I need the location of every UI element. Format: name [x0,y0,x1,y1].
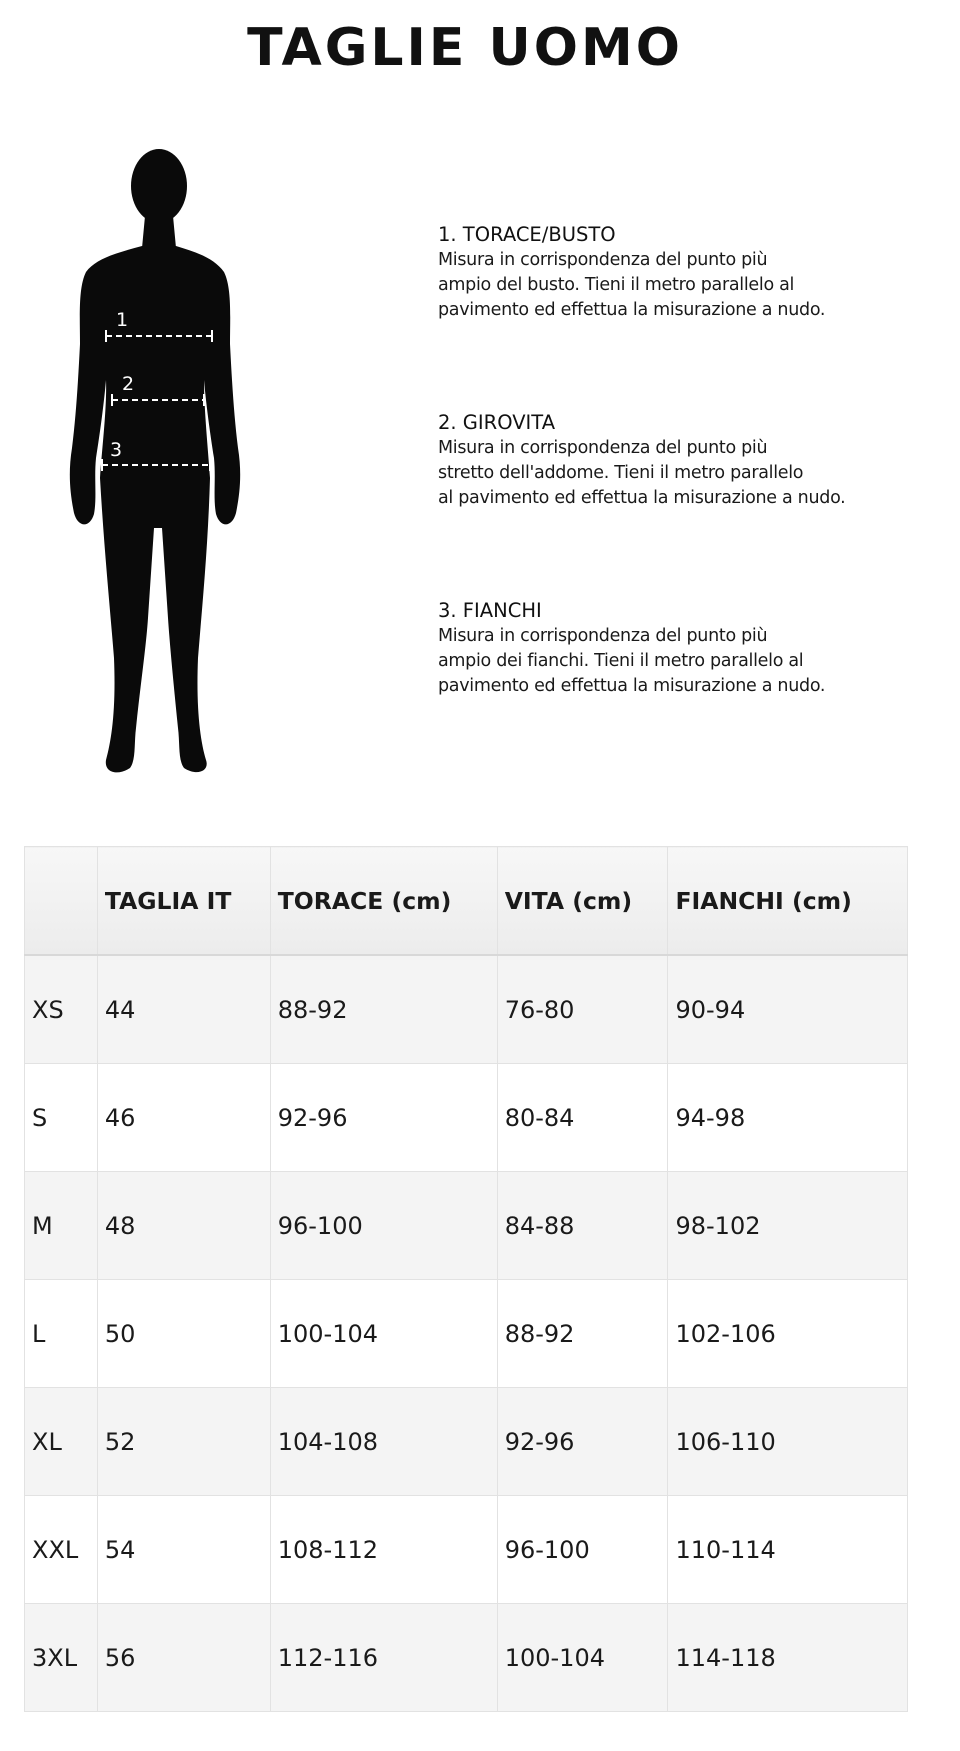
cell-size: XL [25,1388,98,1496]
cell-vita: 92-96 [497,1388,668,1496]
instruction-hips [438,598,938,699]
cell-size: M [25,1172,98,1280]
cell-taglia-it: 52 [97,1388,270,1496]
cell-torace: 88-92 [270,955,497,1064]
table-row [25,1172,908,1280]
header-torace: TORACE (cm) [270,847,497,956]
size-chart-table [24,846,908,1712]
instruction-chest [438,222,938,323]
cell-fianchi: 98-102 [668,1172,908,1280]
cell-size: 3XL [25,1604,98,1712]
header-size [25,847,98,956]
cell-vita: 96-100 [497,1496,668,1604]
cell-vita: 80-84 [497,1064,668,1172]
marker-3: 3 [110,439,123,461]
cell-taglia-it: 56 [97,1604,270,1712]
table-row [25,1064,908,1172]
cell-taglia-it: 48 [97,1172,270,1280]
cell-taglia-it: 46 [97,1064,270,1172]
cell-torace: 112-116 [270,1604,497,1712]
header-fianchi: FIANCHI (cm) [668,847,908,956]
cell-fianchi: 114-118 [668,1604,908,1712]
cell-vita: 76-80 [497,955,668,1064]
marker-1: 1 [116,309,129,331]
cell-vita: 84-88 [497,1172,668,1280]
cell-taglia-it: 50 [97,1280,270,1388]
instruction-text: Misura in corrispondenza del punto più ampio dei fianchi. Tieni il metro parallelo al pavimento ed effettua la misurazione a nudo. [438,626,826,696]
cell-taglia-it: 54 [97,1496,270,1604]
cell-torace: 108-112 [270,1496,497,1604]
instruction-text: Misura in corrispondenza del punto più ampio del busto. Tieni il metro parallelo al pavimento ed effettua la misurazione a nudo. [438,250,826,320]
table-row [25,1604,908,1712]
cell-torace: 100-104 [270,1280,497,1388]
cell-torace: 104-108 [270,1388,497,1496]
table-row [25,1280,908,1388]
table-header-row [25,847,908,956]
instruction-heading: 1. TORACE/BUSTO [438,223,616,246]
cell-fianchi: 102-106 [668,1280,908,1388]
body-silhouette-figure [60,148,260,778]
page-title: TAGLIE UOMO [247,18,683,78]
cell-vita: 88-92 [497,1280,668,1388]
table-row [25,1496,908,1604]
cell-fianchi: 110-114 [668,1496,908,1604]
cell-size: XS [25,955,98,1064]
instruction-waist [438,410,938,511]
cell-torace: 92-96 [270,1064,497,1172]
cell-fianchi: 90-94 [668,955,908,1064]
cell-size: S [25,1064,98,1172]
cell-size: L [25,1280,98,1388]
header-vita: VITA (cm) [497,847,668,956]
cell-fianchi: 94-98 [668,1064,908,1172]
instruction-heading: 3. FIANCHI [438,599,542,622]
header-taglia-it: TAGLIA IT [97,847,270,956]
cell-fianchi: 106-110 [668,1388,908,1496]
silhouette-image [60,148,260,778]
cell-vita: 100-104 [497,1604,668,1712]
instruction-heading: 2. GIROVITA [438,411,556,434]
table-row [25,1388,908,1496]
cell-taglia-it: 44 [97,955,270,1064]
table-row [25,955,908,1064]
marker-2: 2 [122,373,135,395]
instruction-text: Misura in corrispondenza del punto più stretto dell'addome. Tieni il metro parallelo al pavimento ed effettua la misurazione a nudo. [438,438,846,508]
cell-torace: 96-100 [270,1172,497,1280]
cell-size: XXL [25,1496,98,1604]
